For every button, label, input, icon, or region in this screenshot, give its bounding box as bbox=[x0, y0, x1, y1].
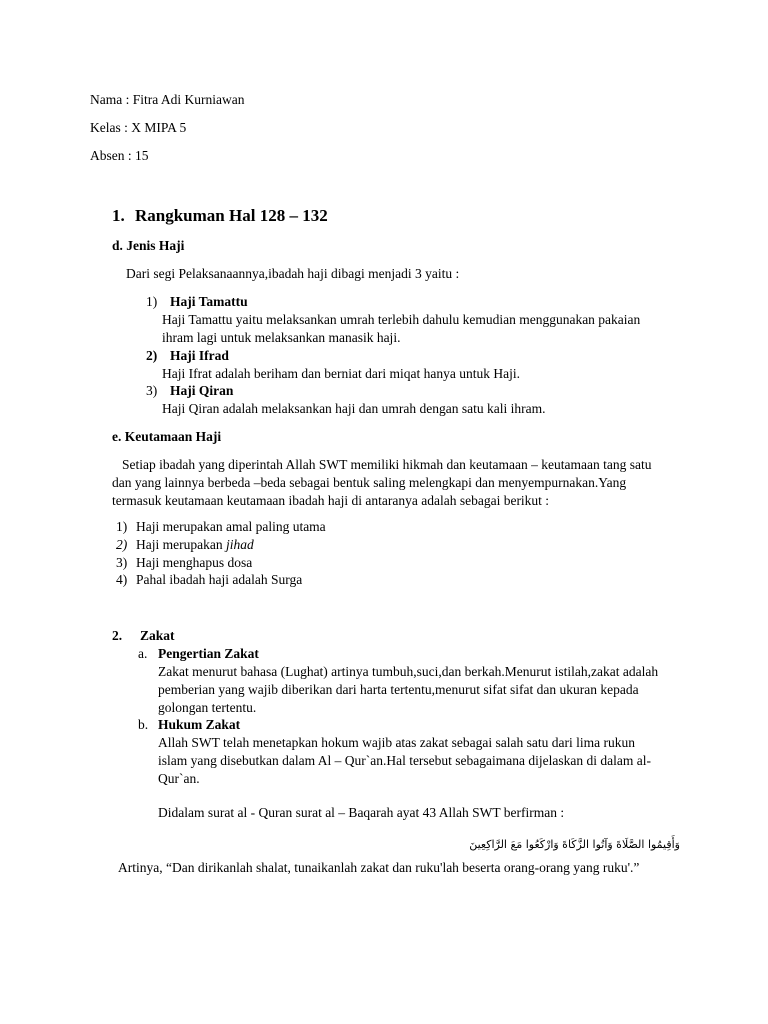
kelas-line: Kelas : X MIPA 5 bbox=[90, 120, 187, 135]
haji-item-2-number: 2) bbox=[146, 348, 158, 363]
zakat-b-label: b. bbox=[138, 717, 149, 732]
absen-line: Absen : 15 bbox=[90, 148, 149, 163]
zakat-b-line-2: islam yang disebutkan dalam Al – Qur`an.Hal tersebut sebagaimana dijelaskan di dalam al- bbox=[158, 753, 651, 768]
haji-item-1-line-1: Haji Tamattu yaitu melaksankan umrah terlebih dahulu kemudian menggunakan pakaian bbox=[162, 312, 641, 327]
zakat-a-line-3: golongan tertentu. bbox=[158, 700, 257, 715]
keutamaan-item-3-number: 3) bbox=[116, 555, 128, 570]
keutamaan-item-4-text: Pahal ibadah haji adalah Surga bbox=[136, 572, 303, 587]
haji-item-3-title: Haji Qiran bbox=[170, 383, 234, 398]
haji-item-1-title: Haji Tamattu bbox=[170, 294, 248, 309]
zakat-a-label: a. bbox=[138, 646, 148, 661]
jenis-haji-intro: Dari segi Pelaksanaannya,ibadah haji dibagi menjadi 3 yaitu : bbox=[126, 266, 460, 281]
zakat-b-line-1: Allah SWT telah menetapkan hokum wajib atas zakat sebagai salah satu dari lima rukun bbox=[158, 735, 635, 750]
haji-item-2-line-1: Haji Ifrat adalah beriham dan berniat dari miqat hanya untuk Haji. bbox=[162, 366, 520, 381]
section-1-title: Rangkuman Hal 128 – 132 bbox=[135, 206, 328, 225]
section-1-heading bbox=[112, 206, 328, 226]
zakat-a-line-1: Zakat menurut bahasa (Lughat) artinya tumbuh,suci,dan berkah.Menurut istilah,zakat adalah bbox=[158, 664, 659, 679]
keutamaan-item-4-number: 4) bbox=[116, 572, 128, 587]
nama-line: Nama : Fitra Adi Kurniawan bbox=[90, 92, 245, 107]
arabic-verse: وَأَقِيمُوا الصَّلَاةَ وَآتُوا الزَّكَاةَ وَارْكَعُوا مَعَ الرَّاكِعِينَ bbox=[469, 838, 680, 851]
zakat-a-line-2: pemberian yang wajib diberikan dari harta tertentu,menurut sifat sifat dan ukuran kepada bbox=[158, 682, 639, 697]
keutamaan-item-2-text: Haji merupakan bbox=[136, 537, 226, 552]
haji-item-3-line-1: Haji Qiran adalah melaksankan haji dan umrah dengan satu kali ihram. bbox=[162, 401, 546, 416]
haji-item-3-number: 3) bbox=[146, 383, 158, 398]
keutamaan-intro-line-1: Setiap ibadah yang diperintah Allah SWT memiliki hikmah dan keutamaan – keutamaan tang satu bbox=[122, 457, 652, 472]
section-2-number: 2. bbox=[112, 628, 123, 643]
verse-translation: Artinya, “Dan dirikanlah shalat, tunaikanlah zakat dan ruku'lah beserta orang-orang yang ruku'.” bbox=[118, 860, 640, 875]
section-1-number: 1. bbox=[112, 206, 125, 225]
keutamaan-item-2-number: 2) bbox=[116, 537, 128, 552]
subheading-jenis-haji: d. Jenis Haji bbox=[112, 238, 185, 253]
zakat-b-title: Hukum Zakat bbox=[158, 717, 241, 732]
subheading-keutamaan-haji: e. Keutamaan Haji bbox=[112, 429, 222, 444]
keutamaan-item-1-number: 1) bbox=[116, 519, 128, 534]
zakat-a-title: Pengertian Zakat bbox=[158, 646, 259, 661]
section-2-title: Zakat bbox=[140, 628, 175, 643]
zakat-b-line-3: Qur`an. bbox=[158, 771, 200, 786]
keutamaan-item-2 bbox=[136, 537, 254, 553]
haji-item-1-number: 1) bbox=[146, 294, 158, 309]
keutamaan-item-2-emphasis: jihad bbox=[225, 537, 254, 552]
keutamaan-intro-line-2: dan yang lainnya berbeda –beda sebagai bentuk saling melengkapi dan menyempurnakan.Yang bbox=[112, 475, 627, 490]
keutamaan-item-3-text: Haji menghapus dosa bbox=[136, 555, 253, 570]
keutamaan-item-1-text: Haji merupakan amal paling utama bbox=[136, 519, 326, 534]
quote-intro: Didalam surat al - Quran surat al – Baqarah ayat 43 Allah SWT berfirman : bbox=[158, 805, 565, 820]
haji-item-1-line-2: ihram lagi untuk melaksankan manasik haji. bbox=[162, 330, 401, 345]
keutamaan-intro-line-3: termasuk keutamaan keutamaan ibadah haji di antaranya adalah sebagai berikut : bbox=[112, 493, 550, 508]
haji-item-2-title: Haji Ifrad bbox=[170, 348, 229, 363]
